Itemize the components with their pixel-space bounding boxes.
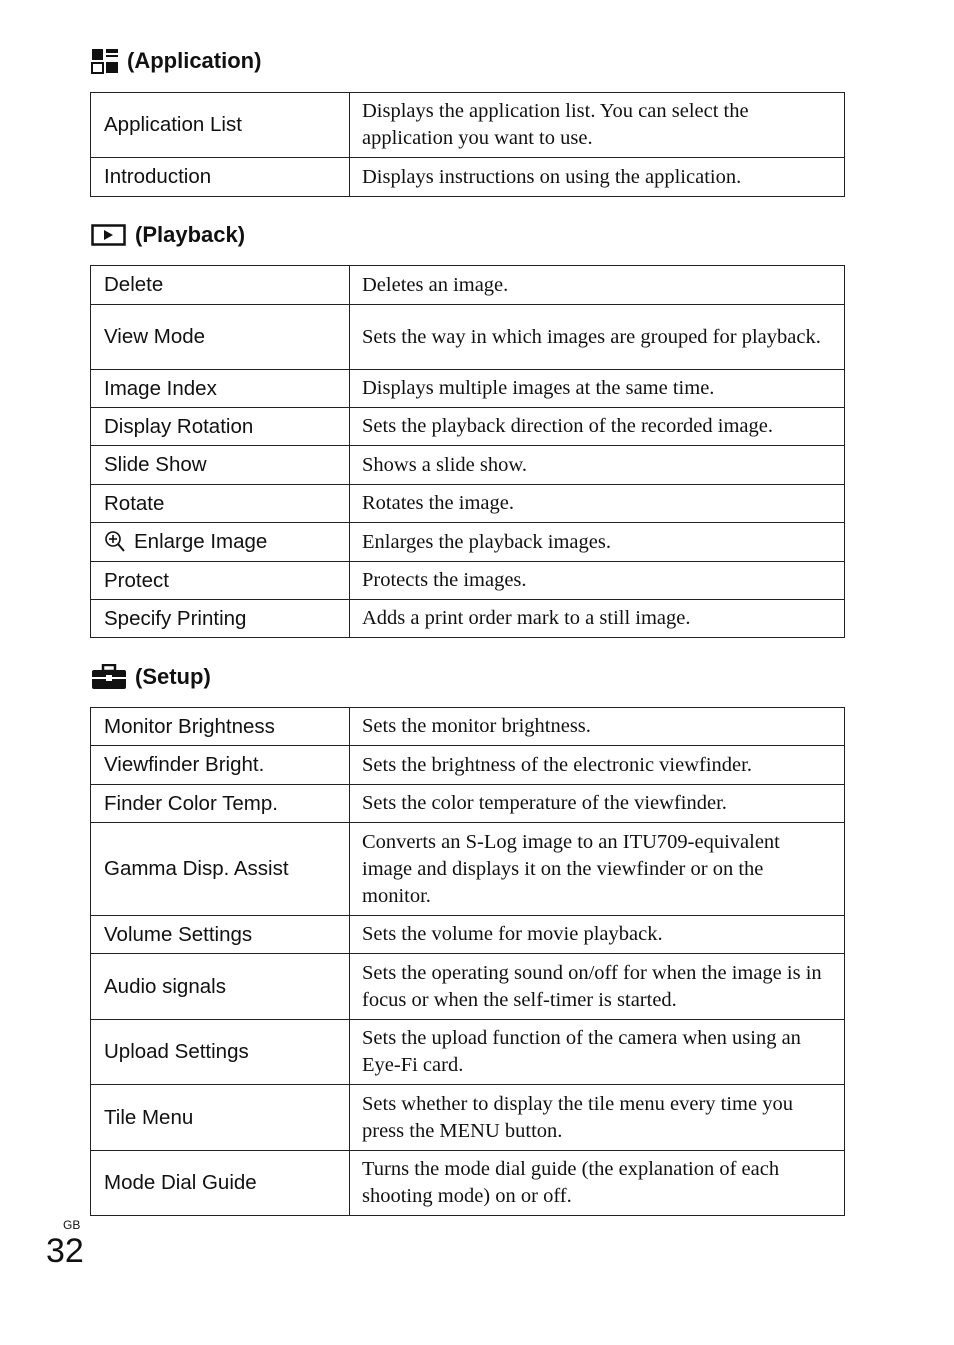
item-description: Sets the monitor brightness. (350, 708, 845, 746)
item-name: Viewfinder Bright. (91, 746, 350, 785)
item-description: Sets the operating sound on/off for when the image is in focus or when the self-timer is started. (350, 954, 845, 1020)
item-name: Finder Color Temp. (91, 785, 350, 823)
playback-section-title (91, 222, 245, 248)
item-description: Adds a print order mark to a still image. (350, 600, 845, 638)
table-row (91, 446, 845, 485)
item-name: Image Index (91, 370, 350, 408)
setup-toolbox-icon (91, 664, 127, 690)
item-name: Application List (91, 93, 350, 158)
item-name: Introduction (91, 158, 350, 197)
item-description: Protects the images. (350, 562, 845, 600)
playback-table (90, 265, 845, 638)
item-name: Upload Settings (91, 1020, 350, 1085)
item-description: Enlarges the playback images. (350, 523, 845, 562)
item-description: Shows a slide show. (350, 446, 845, 485)
item-name: Rotate (91, 485, 350, 523)
table-row (91, 785, 845, 823)
item-description: Sets the playback direction of the recorded image. (350, 408, 845, 446)
item-name: Specify Printing (91, 600, 350, 638)
table-row (91, 305, 845, 370)
table-row (91, 1151, 845, 1216)
item-description: Converts an S-Log image to an ITU709-equivalent image and displays it on the viewfinder or on the monitor. (350, 823, 845, 916)
item-name: Volume Settings (91, 916, 350, 954)
table-row (91, 408, 845, 446)
item-description: Displays multiple images at the same time. (350, 370, 845, 408)
item-description: Turns the mode dial guide (the explanation of each shooting mode) on or off. (350, 1151, 845, 1216)
item-name-cell (91, 523, 350, 562)
table-row (91, 746, 845, 785)
table-row (91, 708, 845, 746)
page-region-label: GB (63, 1218, 81, 1232)
page-number: 32 (46, 1232, 84, 1270)
table-row (91, 562, 845, 600)
table-row (91, 523, 845, 562)
item-name: Mode Dial Guide (91, 1151, 350, 1216)
item-description: Sets whether to display the tile menu every time you press the MENU button. (350, 1085, 845, 1151)
table-row (91, 954, 845, 1020)
item-name: Monitor Brightness (91, 708, 350, 746)
table-row (91, 93, 845, 158)
table-row (91, 1085, 845, 1151)
table-row (91, 1020, 845, 1085)
table-row (91, 158, 845, 197)
application-grid-icon (91, 48, 119, 74)
setup-title-text: (Setup) (135, 664, 211, 689)
item-description: Sets the way in which images are grouped for playback. (350, 305, 845, 370)
item-description: Deletes an image. (350, 266, 845, 305)
item-name: Tile Menu (91, 1085, 350, 1151)
table-row (91, 370, 845, 408)
item-name: Display Rotation (91, 408, 350, 446)
setup-table (90, 707, 845, 1216)
playback-icon (91, 223, 127, 247)
table-row (91, 485, 845, 523)
item-name: Delete (91, 266, 350, 305)
table-row (91, 600, 845, 638)
application-table (90, 92, 845, 197)
item-description: Sets the brightness of the electronic viewfinder. (350, 746, 845, 785)
item-description: Sets the upload function of the camera when using an Eye-Fi card. (350, 1020, 845, 1085)
item-name: Slide Show (91, 446, 350, 485)
zoom-in-icon (104, 530, 126, 554)
table-row (91, 266, 845, 305)
table-row (91, 823, 845, 916)
setup-section-title (91, 664, 211, 690)
playback-title-text: (Playback) (135, 222, 246, 247)
item-name: View Mode (91, 305, 350, 370)
item-name: Gamma Disp. Assist (91, 823, 350, 916)
item-name: Audio signals (91, 954, 350, 1020)
item-description: Displays the application list. You can select the application you want to use. (350, 93, 845, 158)
item-description: Rotates the image. (350, 485, 845, 523)
item-description: Displays instructions on using the application. (350, 158, 845, 197)
item-description: Sets the volume for movie playback. (350, 916, 845, 954)
application-title-text: (Application) (127, 48, 262, 73)
item-name: Protect (91, 562, 350, 600)
table-row (91, 916, 845, 954)
application-section-title (91, 48, 261, 74)
item-description: Sets the color temperature of the viewfinder. (350, 785, 845, 823)
item-name: Enlarge Image (134, 530, 268, 553)
